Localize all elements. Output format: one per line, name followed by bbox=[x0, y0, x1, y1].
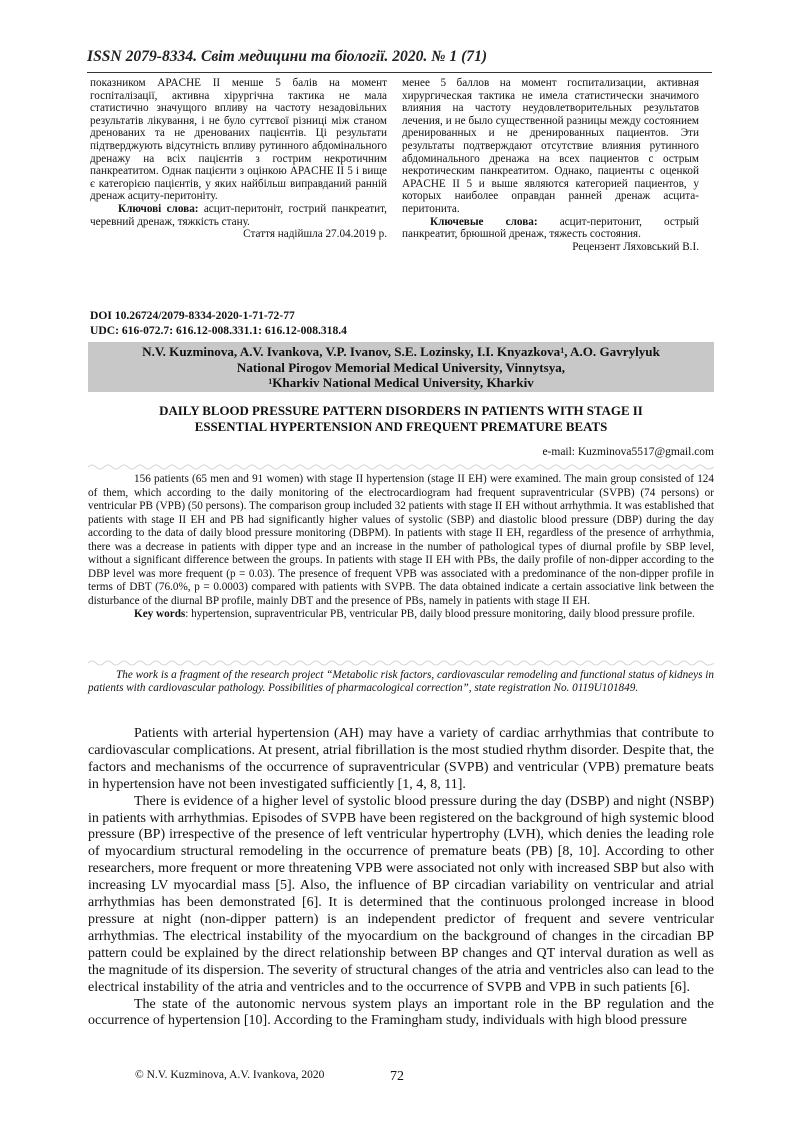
project-note: The work is a fragment of the research project “Metabolic risk factors, cardiovascular remodeling and functional status of kidneys in patients with cardiovascular pathology. Possibilities of pharmacological correction”, state registration No. 0119U101849. bbox=[88, 669, 714, 695]
ukrainian-summary bbox=[90, 77, 387, 241]
udc: UDC: 616-072.7: 616.12-008.331.1: 616.12-008.318.4 bbox=[90, 323, 347, 337]
abstract-keywords bbox=[88, 608, 714, 622]
body-paragraph-3: The state of the autonomic nervous system plays an important role in the BP regulation and the occurrence of hypertension [10]. According to the Framingham study, individuals with high blood pressure bbox=[88, 996, 714, 1029]
affiliation-marker: 1 bbox=[560, 346, 565, 355]
russian-keywords-label: Ключевые слова: bbox=[430, 215, 538, 228]
wave-divider-top bbox=[88, 462, 714, 472]
contact-email: e-mail: Kuzminova5517@gmail.com bbox=[542, 446, 714, 458]
article-title-line-2: ESSENTIAL HYPERTENSION AND FREQUENT PREMATURE BEATS bbox=[194, 420, 608, 434]
affiliation-1: National Pirogov Memorial Medical University, Vinnytsya, bbox=[236, 359, 566, 375]
authors-names-last: , A.O. Gavrylyuk bbox=[564, 344, 660, 359]
article-identifiers bbox=[90, 309, 347, 338]
received-date: Стаття надійшла 27.04.2019 р. bbox=[243, 228, 387, 241]
article-title-line-1: DAILY BLOOD PRESSURE PATTERN DISORDERS IN PATIENTS WITH STAGE II bbox=[159, 404, 643, 418]
authors-box bbox=[88, 342, 714, 392]
doi: DOI 10.26724/2079-8334-2020-1-71-72-77 bbox=[90, 309, 295, 322]
copyright: © N.V. Kuzminova, A.V. Ivankova, 2020 bbox=[135, 1069, 325, 1081]
ukrainian-keywords-label: Ключові слова: bbox=[118, 202, 199, 215]
abstract bbox=[88, 473, 714, 622]
journal-header: ISSN 2079-8334. Світ медицини та біології. 2020. № 1 (71) bbox=[87, 48, 488, 65]
article-body bbox=[88, 726, 714, 1030]
affiliation-2: Kharkiv National Medical University, Kharkiv bbox=[272, 375, 534, 391]
page-number: 72 bbox=[390, 1069, 404, 1084]
body-paragraph-1: Patients with arterial hypertension (AH) may have a variety of cardiac arrhythmias that contribute to cardiovascular complications. At present, atrial fibrillation is the most studied rhythm disorder. Despite that, the factors and mechanisms of the occurrence of supraventricular (SVPB) and ventricular (VPB) premature beats in hypertension have not been investigated sufficiently [1, 4, 8, 11]. bbox=[88, 726, 714, 792]
article-title bbox=[88, 403, 714, 435]
body-paragraph-2: There is evidence of a higher level of systolic blood pressure during the day (DSBP) and night (NSBP) in patients with arrhythmias. Episodes of SVPB have been registered on the background of high systemic blood pressure (BP) irrespective of the presence of left ventricular hypertrophy (LVH), which denies the leading role of myocardium structural remodeling in the occurrence of premature beats (PB) [8, 10]. According to other researchers, more frequent or more threatening VPB were associated not only with increased SBP but also with increasing LV myocardial mass [5]. Also, the influence of BP circadian variability on ventricular and atrial arrhythmias has been demonstrated [6]. It is determined that the continuous prolonged increase in blood pressure at night (non-dipper pattern) is an independent predictor of frequent and severe ventricular arrhythmias. The electrical instability of the myocardium on the background of changes in the circadian BP pattern could be explained by the direct relationship between BP changes and QT interval duration as well as the magnitude of its dispersion. The severity of structural changes of the atria and ventricles also can lead to the electrical instability of the atria and ventricles and to the occurrence of SVPB and VPB in such patients [6]. bbox=[88, 793, 714, 995]
abstract-keywords-list: : hypertension, supraventricular PB, ventricular PB, daily blood pressure monitoring, daily blood pressure profile. bbox=[185, 608, 695, 620]
abstract-text: 156 patients (65 men and 91 women) with stage II hypertension (stage II EH) were examined. The main group consisted of 124 of them, which according to the daily monitoring of the electrocardiogram had frequent supraventricular (SVPB) (74 persons) or ventricular PB (VPB) (50 persons). The comparison group included 32 patients with stage II EH without arrhythmia. It was established that patients with stage II EH and PB had significantly higher values of systolic (SBP) and diastolic blood pressure (DBP) during the day according to the data of daily blood pressure monitoring (DBPM). In patients with stage II EH, regardless of the presence of arrhythmia, there was a decrease in patients with dipper type and an increase in the number of pathological types of diurnal profile by SBP level, without a significant difference between the groups. In patients with stage II EH with PBs, the daily profile of non-dipper according to the DBP level was more frequent (p = 0.03). The presence of frequent VPB was associated with a predominance of the non-dipper profile in terms of DBT (76.0%, p = 0.0003) compared with patients with SVPB. The data obtained indicate a certain associative link between the disturbance of the diurnal BP profile, mainly DBT and the presence of PBs, namely in patients with stage II EH. bbox=[88, 473, 714, 607]
ukrainian-keywords bbox=[90, 203, 387, 228]
russian-keywords bbox=[402, 216, 699, 241]
header-rule bbox=[87, 72, 712, 73]
abstract-keywords-label: Key words bbox=[134, 608, 186, 620]
ukrainian-keywords-list: асцит-перитоніт, гострий панкреатит, черевний дренаж, тяжкість стану. bbox=[90, 202, 387, 228]
ukrainian-summary-text: показником APACHE II менше 5 балів на момент госпіталізації, активна хірургічна тактика не мала статистично значущого впливу на частоту незадовільних результатів лікування, і не було суттєвої різниці між станом дренованих та не дренованих пацієнтів. Ці результати підтверджують відсутність впливу рутинного абдомінального дренажу на всіх пацієнтів з гострим некротичним панкреатитом. Однак пацієнти з оцінкою APACHE II 5 і вище є категорією пацієнтів, у яких найбільш виправданий ранній дренаж асциту-перитоніту. bbox=[90, 77, 387, 203]
authors-names: N.V. Kuzminova, A.V. Ivankova, V.P. Ivanov, S.E. Lozinsky, I.I. Knyazkova bbox=[142, 344, 561, 359]
russian-summary-text: менее 5 баллов на момент госпитализации, активная хирургическая тактика не имела статистически значимого влияния на частоту неудовлетворительных результатов лечения, и не было существенной разницы между состоянием дренированных и не дренированных пациентов. Эти результаты подтверждают отсутствие влияния рутинного абдоминального дренажа на всех пациентов с острым некротическим панкреатитом. Однако, пациенты с оценкой APACHE II 5 и выше являются категорией пациентов, у которых наиболее оправдан ранней дренаж асцита-перитонита. bbox=[402, 77, 699, 215]
affiliation-2-line bbox=[88, 375, 714, 391]
russian-keywords-list: асцит-перитонит, острый панкреатит, брюшной дренаж, тяжесть состояния. bbox=[402, 215, 699, 241]
reviewer: Рецензент Ляховський В.І. bbox=[572, 240, 699, 253]
authors-line bbox=[88, 344, 714, 360]
wave-divider-bottom bbox=[88, 658, 714, 668]
affiliation-2-marker: 1 bbox=[268, 377, 273, 387]
russian-summary bbox=[402, 77, 699, 253]
